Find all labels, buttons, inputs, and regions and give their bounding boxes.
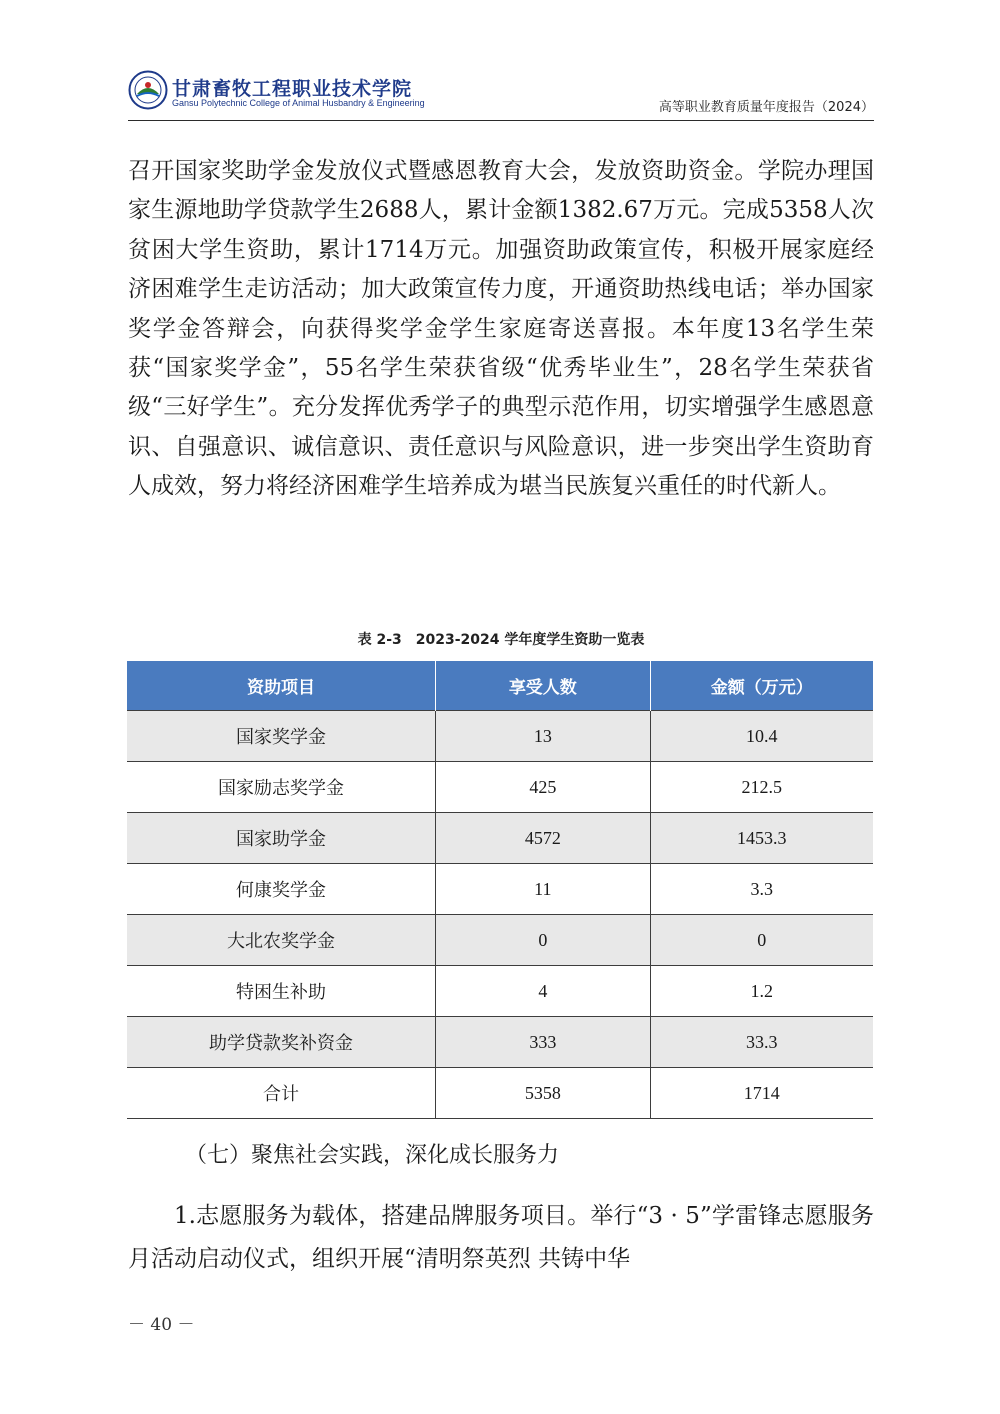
cell-aid-item: 国家助学金: [127, 813, 436, 864]
header-amount: 金额（万元）: [650, 661, 873, 711]
cell-amount: 33.3: [650, 1017, 873, 1068]
cell-total-label: 合计: [127, 1068, 436, 1119]
cell-aid-item: 特困生补助: [127, 966, 436, 1017]
cell-amount: 1.2: [650, 966, 873, 1017]
school-logo-icon: [128, 70, 168, 110]
cell-amount: 3.3: [650, 864, 873, 915]
table-row: [127, 966, 873, 1017]
table-row: [127, 864, 873, 915]
table-row: [127, 813, 873, 864]
cell-recipients: 4572: [436, 813, 650, 864]
report-title: 高等职业教育质量年度报告（2024）: [658, 100, 874, 115]
cell-aid-item: 助学贷款奖补资金: [127, 1017, 436, 1068]
cell-amount: 212.5: [650, 762, 873, 813]
cell-total-amount: 1714: [650, 1068, 873, 1119]
page-header: [128, 70, 874, 121]
school-name-cn: 甘肃畜牧工程职业技术学院: [172, 78, 413, 100]
table-header-row: [127, 661, 873, 711]
cell-recipients: 0: [436, 915, 650, 966]
cell-aid-item: 国家奖学金: [127, 711, 436, 762]
section-paragraph: [128, 1195, 874, 1281]
cell-amount: 0: [650, 915, 873, 966]
page-number: － 40 －: [128, 1315, 195, 1335]
paragraph-text: 召开国家奖助学金发放仪式暨感恩教育大会，发放资助资金。学院办理国家生源地助学贷款学生2688人，累计金额1382.67万元。完成5358人次贫困大学生资助，累计1714万元。加强资助政策宣传，积极开展家庭经济困难学生走访活动；加大政策宣传力度，开通资助热线电话；举办国家奖学金答辩会，向获得奖学金学生家庭寄送喜报。本年度13名学生荣获“国家奖学金”，55名学生荣获省级“优秀毕业生”，28名学生荣获省级“三好学生”。充分发挥优秀学子的典型示范作用，切实增强学生感恩意识、自强意识、诚信意识、责任意识与风险意识，进一步突出学生资助育人成效，努力将经济困难学生培养成为堪当民族复兴重任的时代新人。: [128, 158, 874, 500]
cell-amount: 1453.3: [650, 813, 873, 864]
section-paragraph-text: 1.志愿服务为载体，搭建品牌服务项目。举行“3 · 5”学雷锋志愿服务月活动启动仪式，组织开展“清明祭英烈 共铸中华: [128, 1203, 874, 1272]
header-recipients: 享受人数: [436, 661, 650, 711]
table-row: [127, 762, 873, 813]
cell-total-recipients: 5358: [436, 1068, 650, 1119]
cell-recipients: 11: [436, 864, 650, 915]
cell-recipients: 425: [436, 762, 650, 813]
cell-recipients: 333: [436, 1017, 650, 1068]
cell-aid-item: 大北农奖学金: [127, 915, 436, 966]
table-row: [127, 1017, 873, 1068]
cell-amount: 10.4: [650, 711, 873, 762]
table-row: [127, 711, 873, 762]
table-total-row: [127, 1068, 873, 1119]
body-paragraph: [128, 152, 874, 507]
cell-aid-item: 国家励志奖学金: [127, 762, 436, 813]
cell-recipients: 13: [436, 711, 650, 762]
student-aid-table: [127, 661, 873, 1119]
header-aid-item: 资助项目: [127, 661, 436, 711]
school-name-en: Gansu Polytechnic College of Animal Husbandry & Engineering: [172, 98, 425, 108]
table-caption: 表 2-3 2023-2024 学年度学生资助一览表: [357, 632, 645, 648]
section-heading: （七）聚焦社会实践，深化成长服务力: [185, 1143, 560, 1168]
table-row: [127, 915, 873, 966]
cell-aid-item: 何康奖学金: [127, 864, 436, 915]
cell-recipients: 4: [436, 966, 650, 1017]
